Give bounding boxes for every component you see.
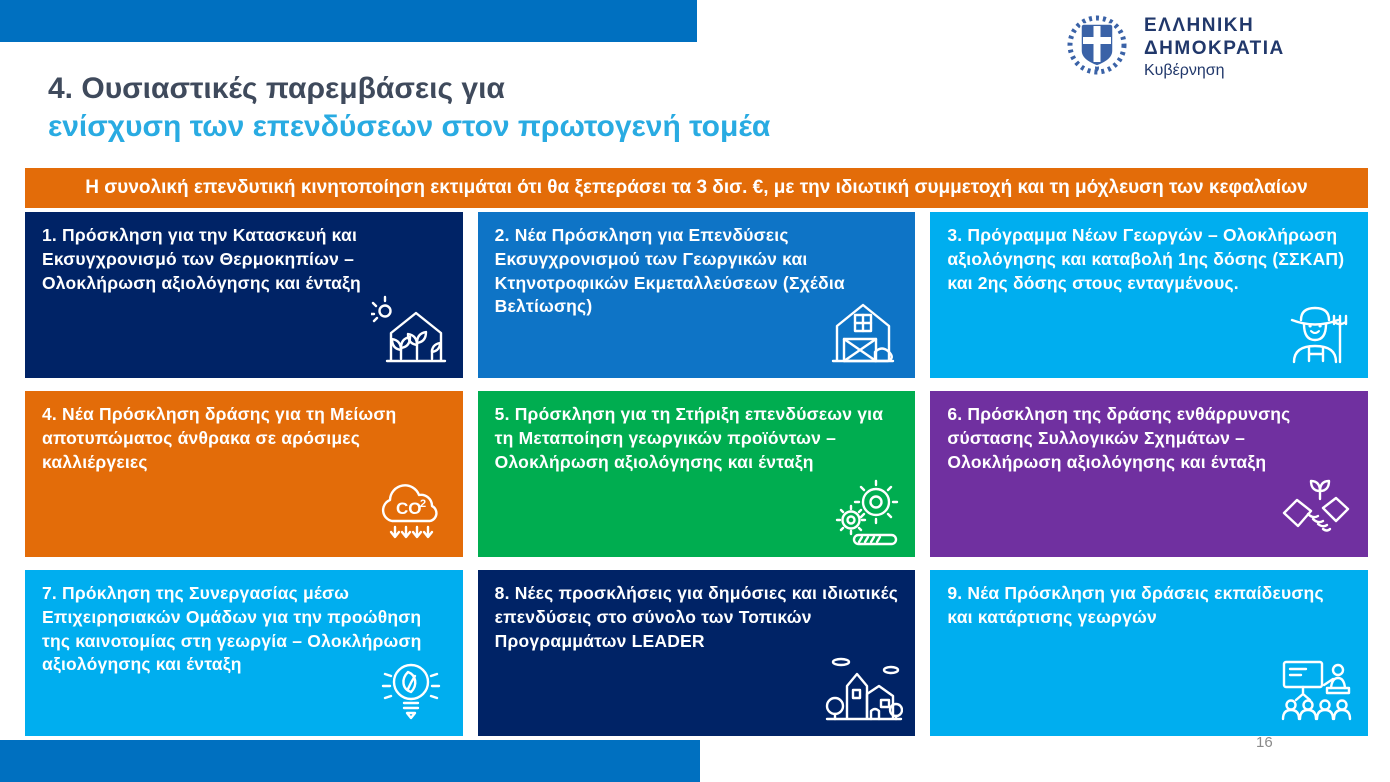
card-title: 3. Πρόγραμμα Νέων Γεωργών – Ολοκλήρωση αξιολόγησης και καταβολή 1ης δόσης (ΣΣΚΑΠ) και 2ης δόσης στους ενταγμένους. [947,225,1345,293]
card-title: 6. Πρόσκληση της δράσης ενθάρρυνσης σύστασης Συλλογικών Σχημάτων – Ολοκλήρωση αξιολόγησης και ένταξη [947,404,1291,472]
logo-title: ΕΛΛΗΝΙΚΗ ΔΗΜΟΚΡΑΤΙΑ [1144,15,1285,59]
investment-banner [25,168,1368,208]
village-icon [823,648,903,728]
investment-banner-text: Η συνολική επενδυτική κινητοποίηση εκτιμάται ότι θα ξεπεράσει τα 3 δισ. €, με την ιδιωτική συμμετοχή και τη μόχλευση των κεφαλαίων [85,177,1308,198]
card-title: 2. Νέα Πρόσκληση για Επενδύσεις Εκσυγχρονισμού των Γεωργικών και Κτηνοτροφικών Εκμεταλλεύσεων (Σχέδια Βελτίωσης) [494,225,845,317]
page-number: 16 [1256,734,1273,751]
handshake-sprout-icon [1276,469,1356,549]
slide-title-line1: 4. Ουσιαστικές παρεμβάσεις για [48,72,505,105]
card-title: 4. Νέα Πρόσκληση δράσης για τη Μείωση αποτυπώματος άνθρακα σε αρόσιμες καλλιέργειες [42,404,397,472]
card-farmer-training [930,570,1368,736]
card-title: 7. Πρόκληση της Συνεργασίας μέσω Επιχειρησιακών Ομάδων για την προώθηση της καινοτομίας στη γεωργία – Ολοκλήρωση αξιολόγησης και ένταξη [42,583,422,675]
top-accent-bar [0,0,697,42]
slide-title [48,70,770,147]
gears-icon [823,469,903,549]
cards-grid [25,212,1368,736]
card-title: 5. Πρόσκληση για τη Στήριξη επενδύσεων για τη Μεταποίηση γεωργικών προϊόντων – Ολοκλήρωση αξιολόγησης και ένταξη [494,404,884,472]
eco-lightbulb-icon [371,648,451,728]
greek-coat-of-arms-icon [1064,12,1130,83]
government-logo [1064,12,1390,83]
co2-reduction-icon [371,469,451,549]
svg-text:2: 2 [419,498,426,510]
card-greenhouses [25,212,463,378]
greenhouse-icon [371,290,451,370]
card-collective-schemes [930,391,1368,557]
card-title: 8. Νέες προσκλήσεις για δημόσιες και ιδιωτικές επενδύσεις στο σύνολο των Τοπικών Προγραμμάτων LEADER [494,583,899,651]
card-young-farmers [930,212,1368,378]
logo-subtitle: Κυβέρνηση [1144,61,1225,79]
svg-text:CO: CO [395,499,422,518]
training-icon [1276,648,1356,728]
card-processing [478,391,916,557]
card-leader-programs [478,570,916,736]
barn-icon [823,290,903,370]
slide-title-line2: ενίσχυση των επενδύσεων στον πρωτογενή τομέα [48,110,771,144]
card-carbon-footprint [25,391,463,557]
card-cooperation-innovation [25,570,463,736]
bottom-accent-bar [0,740,700,782]
farmer-icon [1276,290,1356,370]
card-title: 1. Πρόσκληση για την Κατασκευή και Εκσυγχρονισμό των Θερμοκηπίων – Ολοκλήρωση αξιολόγησης και ένταξη [42,225,361,293]
card-improvement-plans [478,212,916,378]
card-title: 9. Νέα Πρόσκληση για δράσεις εκπαίδευσης και κατάρτισης γεωργών [947,583,1324,627]
